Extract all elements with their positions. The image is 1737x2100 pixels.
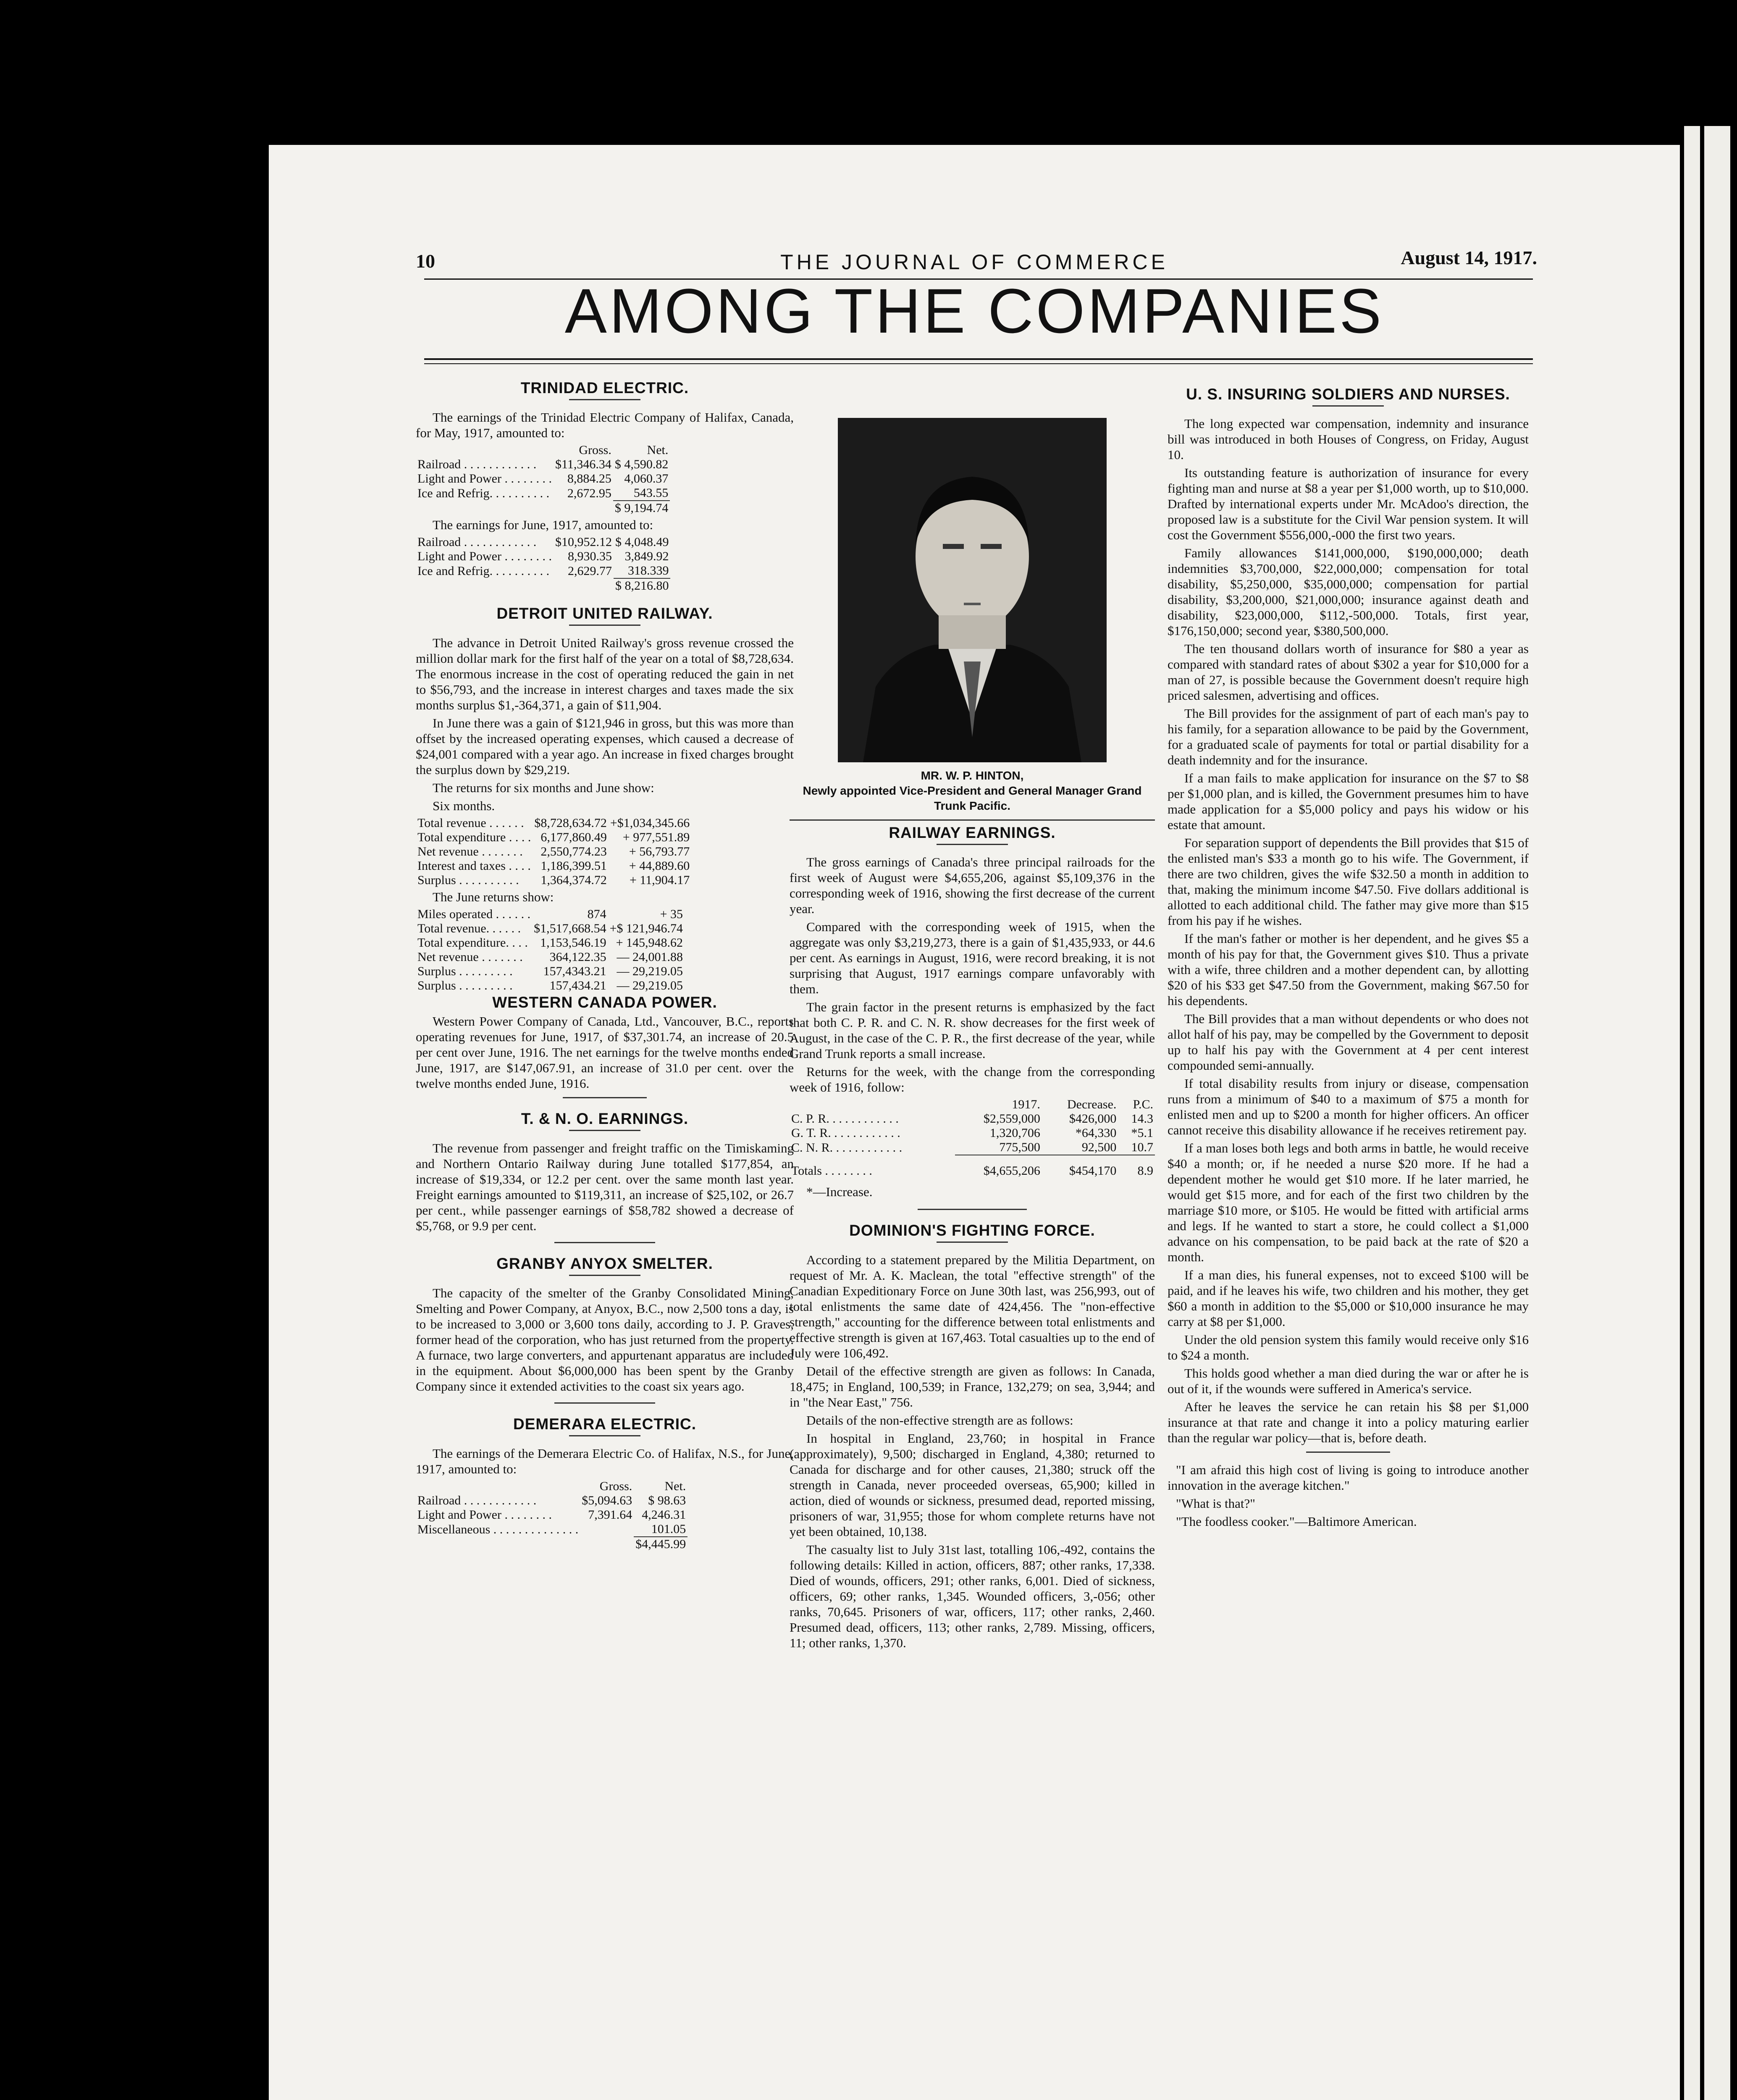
dominion-p4: In hospital in England, 23,760; in hospital in France (approximately), 9,500; discharged in England, 4,380; returned to Canada for discharge and for other causes, 21,380; struck off the strength in Canada, never proceeded overseas, 65,900; killed in action, died of wounds or sickness, presumed dead, reported missing, prisoners of war, 31,955; those for whom complete returns have not yet been obtained, 10,138.	[790, 1431, 1155, 1539]
us-para: This holds good whether a man died during the war or after he is out of it, if the wounds were suffered in America's service.	[1168, 1366, 1529, 1396]
issue-date: August 14, 1917.	[1401, 247, 1537, 268]
table-row: Light and Power . . . . . . . . 8,930.35 3,849.92	[417, 549, 669, 563]
us-para: If a man loses both legs and both arms in battle, he would receive $40 a month; or, if he needed a nurse $20 more. If he had a dependent mother he would get $10 more. If he later married, he would get $15 more, and for each of the first two children by the marriage $10 more, or $105. He would be fitted with artificial arms and legs. If he wanted to start a store, he could collect a $1,000 advance on his compensation, to be paid back at the rate of $20 a month.	[1168, 1141, 1529, 1264]
banner-rule-bottom	[424, 363, 1533, 364]
heading-rule	[569, 399, 640, 400]
dominion-p2: Detail of the effective strength are given as follows: In Canada, 18,475; in England, 100,539; in France, 132,279; on sea, 3,944; and in "the Near East," 756.	[790, 1364, 1155, 1410]
table-row: Surplus . . . . . . . . . 157,434.21 — 29,219.05	[417, 979, 683, 992]
table-row: C. N. R. . . . . . . . . . . . 775,500 92,500 10.7	[791, 1140, 1153, 1155]
table-row: $ 8,216.80	[416, 578, 670, 593]
table-row: Totals . . . . . . . . $4,655,206 $454,170 8.9	[790, 1155, 1155, 1178]
quote-block	[1168, 1462, 1529, 1529]
heading-rule	[569, 1275, 640, 1276]
detroit-p3: The returns for six months and June show:	[433, 780, 654, 795]
detroit-heading: DETROIT UNITED RAILWAY.	[496, 605, 713, 622]
column-left	[416, 380, 794, 1553]
us-para: Under the old pension system this family would receive only $16 to $24 a month.	[1168, 1332, 1529, 1362]
demerara-intro: The earnings of the Demerara Electric Co. of Halifax, N.S., for June, 1917, amounted to:	[416, 1446, 794, 1476]
railway-table	[790, 1097, 1155, 1178]
detroit-june-table	[416, 907, 685, 993]
table-row: Miles operated . . . . . . 874 + 35	[417, 907, 683, 921]
banner-rule-top	[424, 358, 1533, 360]
adjacent-page-strip	[1684, 126, 1730, 2100]
section-separator	[918, 1209, 1027, 1210]
table-row: Net revenue . . . . . . . 364,122.35 — 24,001.88	[417, 950, 683, 964]
col-gross: Gross.	[599, 1479, 632, 1493]
table-row: Total revenue. . . . . . $1,517,668.54 +$ 121,946.74	[417, 921, 683, 935]
journal-title: THE JOURNAL OF COMMERCE	[780, 250, 1168, 274]
heading-rule	[937, 1242, 1008, 1243]
col-net: Net.	[647, 443, 669, 457]
railway-p2: Compared with the corresponding week of 1915, when the aggregate was only $3,219,273, there is a gain of $1,435,933, or 44.6 per cent. As earnings in August, 1916, were record breaking, it is not surprising that August, 1917 earnings compare unfavorably with them.	[790, 919, 1155, 996]
us-para: If the man's father or mother is her dependent, and he gives $5 a month of his pay for that, the Government gives $10. Thus a private with a wife, three children and a mother dependent can, by allotting $20 of his $33 get $47.50 from the Government, making $67.50 for his dependents.	[1168, 931, 1529, 1008]
table-row: Total expenditure . . . . 6,177,860.49 + 977,551.89	[417, 830, 690, 844]
dominion-p1: According to a statement prepared by the Militia Department, on request of Mr. A. K. Maclean, the total "effective strength" of the Canadian Expeditionary Force on June 30th last, was 256,993, out of total enlistments the same date of 424,456. The "non-effective strength," accounting for the difference between total enlistments and effective strength is given at 167,463. Total casualties up to the end of July were 106,492.	[790, 1252, 1155, 1360]
us-heading: U. S. INSURING SOLDIERS AND NURSES.	[1186, 386, 1510, 403]
table-row: Interest and taxes . . . . 1,186,399.51 + 44,889.60	[417, 859, 690, 873]
newspaper-page	[269, 145, 1680, 2100]
western-heading: WESTERN CANADA POWER.	[492, 994, 717, 1011]
quote-line: "I am afraid this high cost of living is going to introduce another innovation in the average kitchen."	[1168, 1462, 1529, 1493]
quote-line: "What is that?"	[1176, 1496, 1255, 1511]
demerara-table	[416, 1479, 687, 1551]
table-row: Net revenue . . . . . . . 2,550,774.23 + 56,793.77	[417, 845, 690, 858]
tno-p1: The revenue from passenger and freight traffic on the Timiskaming and Northern Ontario Railway during June totalled $177,854, an increase of $19,334, or 12.2 per cent. over the same month last year. Freight earnings amounted to $119,311, an increase of $25,102, or 26.7 per cent., while passenger earnings of $58,782 showed a decrease of $5,768, or 9.9 per cent.	[416, 1141, 794, 1233]
page-gutter	[1700, 126, 1704, 2100]
detroit-p2: In June there was a gain of $121,946 in gross, but this was more than offset by the increased operating expenses, which caused a decrease of $24,001 compared with a year ago. An increase in fixed charges brought the surplus down by $29,219.	[416, 716, 794, 777]
railway-p4: Returns for the week, with the change from the corresponding week of 1916, follow:	[790, 1064, 1155, 1095]
dominion-heading: DOMINION'S FIGHTING FORCE.	[849, 1222, 1095, 1239]
western-p1: Western Power Company of Canada, Ltd., Vancouver, B.C., reports operating revenues for June, 1917, of $37,301.74, an increase of 20.5 per cent over June, 1916. The net earnings for the twelve months ended June, 1917, are $147,067.91, an increase of 31.0 per cent. over the twelve months ended June, 1916.	[416, 1014, 794, 1091]
column-middle	[790, 414, 1155, 1653]
granby-heading: GRANBY ANYOX SMELTER.	[496, 1255, 713, 1272]
portrait-figure	[838, 418, 1107, 762]
page-number: 10	[416, 250, 435, 272]
table-row: Railroad . . . . . . . . . . . . $10,952.12 $ 4,048.49	[417, 535, 669, 549]
table-header: 1917. Decrease. P.C.	[1012, 1097, 1153, 1111]
table-row: G. T. R. . . . . . . . . . . . 1,320,706 *64,330 *5.1	[791, 1126, 1153, 1140]
table-row: Surplus . . . . . . . . . . 1,364,374.72 + 11,904.17	[417, 873, 690, 887]
heading-rule	[563, 1097, 647, 1098]
us-para: The Bill provides that a man without dependents or who does not allot half of his pay, may be compelled by the Government to deposit up to half his pay with the Government at 4 per cent interest compounded semi-annually.	[1168, 1011, 1529, 1073]
us-para: If a man fails to make application for insurance on the $7 to $8 per $1,000 plan, and is killed, the Government presumes him to have made application for a $5,000 policy and pays his widow or his estate that amount.	[1168, 771, 1529, 832]
trinidad-intro: The earnings of the Trinidad Electric Company of Halifax, Canada, for May, 1917, amounted to:	[416, 410, 794, 440]
column-right	[1168, 386, 1529, 1532]
us-para: If total disability results from injury or disease, compensation runs from a minimum of $40 to a maximum of $75 a month for enlisted men and up to $200 a month for higher officers. An officer cannot receive this disability allowance if he receives retirement pay.	[1168, 1076, 1529, 1137]
heading-rule	[1306, 1452, 1390, 1453]
railway-p3: The grain factor in the present returns is emphasized by the fact that both C. P. R. and C. N. R. show decreases for the first week of August, in the case of the C. P. R., the first decrease of the year, while Grand Trunk reports a small increase.	[790, 1000, 1155, 1061]
col-net: Net.	[664, 1479, 686, 1493]
portrait-caption-text: Newly appointed Vice-President and General Manager Grand Trunk Pacific.	[803, 784, 1142, 812]
section-banner: AMONG THE COMPANIES	[564, 276, 1384, 346]
portrait-caption-name: MR. W. P. HINTON,	[921, 769, 1024, 782]
dominion-p5: The casualty list to July 31st last, totalling 106,-492, contains the following details: Killed in action, officers, 887; other ranks, 17,338. Died of wounds, officers, 291; other ranks, 6,001. Died of sickness, officers, 69; other ranks, 1,345. Wounded officers, 3,-056; other ranks, 70,645. Prisoners of war, officers, 117; other ranks, 2,460. Presumed dead, officers, 113; other ranks, 2,789. Missing, officers, 11; other ranks, 1,370.	[790, 1542, 1155, 1650]
us-para: Its outstanding feature is authorization of insurance for every fighting man and nurse at $8 a year per $1,000 worth, up to $10,000. Drafted by international experts under Mr. McAdoo's direction, the proposed law is a substitute for the Civil War pension system. It will cost the Government $556,000,-000 the first two years.	[1168, 465, 1529, 542]
detroit-six-label: Six months.	[433, 798, 495, 813]
portrait-photo	[838, 418, 1107, 762]
us-para: Family allowances $141,000,000, $190,000,000; death indemnities $3,700,000, $22,000,000; compensation for total disability, $5,250,000, $35,000,000; compensation for partial disability, $3,200,000, $21,000,000; insurance against death and disability, $23,000,000, $112,-500,000. Totals, first year, $176,150,000; second year, $380,500,000.	[1168, 546, 1529, 638]
us-para: The long expected war compensation, indemnity and insurance bill was introduced in both Houses of Congress, on Friday, August 10.	[1168, 416, 1529, 462]
col-gross: Gross.	[579, 443, 611, 457]
us-para: The Bill provides for the assignment of part of each man's pay to his family, for a separation allowance to be paid by the Government, for a graduated scale of payments for total or partial disability for a death indemnity and for the insurance.	[1168, 706, 1529, 767]
trinidad-june-intro: The earnings for June, 1917, amounted to:	[433, 517, 653, 532]
column-rule	[790, 819, 1155, 821]
table-row: Railroad . . . . . . . . . . . . $11,346.34 $ 4,590.82	[417, 457, 669, 471]
table-row: Ice and Refrig. . . . . . . . . . 2,629.77 318.339	[417, 564, 669, 578]
detroit-june-label: The June returns show:	[433, 890, 554, 904]
detroit-six-table	[416, 816, 691, 887]
heading-rule	[554, 1402, 655, 1404]
trinidad-heading: TRINIDAD ELECTRIC.	[520, 379, 689, 396]
quote-line: "The foodless cooker."—Baltimore American.	[1176, 1514, 1417, 1529]
table-row: Railroad . . . . . . . . . . . . $5,094.63 $ 98.63	[417, 1494, 686, 1507]
table-row: Total expenditure. . . . 1,153,546.19 + 145,948.62	[417, 936, 683, 950]
tno-heading: T. & N. O. EARNINGS.	[521, 1110, 689, 1127]
page-header	[269, 247, 1680, 275]
us-para: For separation support of dependents the Bill provides that $15 of the enlisted man's $33 a month go to his wife. The Government, if there are two children, gives the wife $32.50 a month in addition to that, making the minimum income $47.50. Five dollars additional is allotted to each additional child. The father may give more than $15 from his pay if he wishes.	[1168, 835, 1529, 928]
trinidad-may-table	[416, 443, 670, 515]
trinidad-june-table	[416, 535, 670, 593]
table-row: Surplus . . . . . . . . . 157,4343.21 — 29,219.05	[417, 964, 683, 978]
railway-p1: The gross earnings of Canada's three principal railroads for the first week of August were $4,655,206, against $5,109,376 in the corresponding week of 1916, showing the first decrease of the current year.	[790, 855, 1155, 916]
dominion-p3: Details of the non-effective strength are as follows:	[806, 1413, 1073, 1428]
heading-rule	[569, 1130, 640, 1131]
heading-rule	[554, 1242, 655, 1243]
table-row: Ice and Refrig. . . . . . . . . . 2,672.95 543.55	[417, 486, 669, 500]
heading-rule	[937, 844, 1008, 845]
heading-rule	[1312, 405, 1384, 407]
us-para: If a man dies, his funeral expenses, not to exceed $100 will be paid, and if he leaves his wife, two children and his mother, they get $60 a month in addition to the $5,000 or $10,000 insurance he may carry at $8 per $1,000.	[1168, 1268, 1529, 1329]
us-para: After he leaves the service he can retain his $8 per $1,000 insurance at that rate and change it into a policy maturing earlier than the regular war policy—that is, before death.	[1168, 1399, 1529, 1445]
table-row: Miscellaneous . . . . . . . . . . . . . . 101.05	[417, 1522, 686, 1536]
us-para: The ten thousand dollars worth of insurance for $80 a year as compared with standard rates of about $302 a year for $10,000 for a man of 27, is possible because the Government doesn't require high priced salesmen, advertising and offices.	[1168, 641, 1529, 703]
table-row: Total revenue . . . . . . $8,728,634.72 +$1,034,345.66	[417, 816, 690, 830]
table-row: Light and Power . . . . . . . . 8,884.25 4,060.37	[417, 472, 669, 486]
heading-rule	[569, 625, 640, 626]
table-row: Light and Power . . . . . . . . 7,391.64 4,246.31	[417, 1508, 686, 1522]
granby-p1: The capacity of the smelter of the Granby Consolidated Mining, Smelting and Power Company, at Anyox, B.C., now 2,500 tons a day, is to be increased to 3,000 or 3,600 tons daily, according to J. P. Graves, former head of the corporation, who has just returned from the property. A furnace, two large converters, and appurtenant apparatus are included in the equipment. About $6,000,000 has been spent by the Granby Company since it extended activities to the coast six years ago.	[416, 1286, 794, 1394]
heading-rule	[569, 1435, 640, 1436]
demerara-heading: DEMERARA ELECTRIC.	[513, 1415, 696, 1433]
table-row: $4,445.99	[416, 1537, 687, 1551]
table-row: $ 9,194.74	[416, 501, 670, 515]
table-row: C. P. R. . . . . . . . . . . . $2,559,000 $426,000 14.3	[791, 1112, 1153, 1126]
detroit-p1: The advance in Detroit United Railway's gross revenue crossed the million dollar mark for the first half of the year on a total of $8,728,634. The enormous increase in the cost of operating reduced the gain in net to $56,793, and the increase in interest charges and taxes made the six months surplus $1,-364,371, a gain of $11,904.	[416, 635, 794, 712]
railway-heading: RAILWAY EARNINGS.	[889, 824, 1056, 841]
railway-note: *—Increase.	[806, 1184, 873, 1199]
